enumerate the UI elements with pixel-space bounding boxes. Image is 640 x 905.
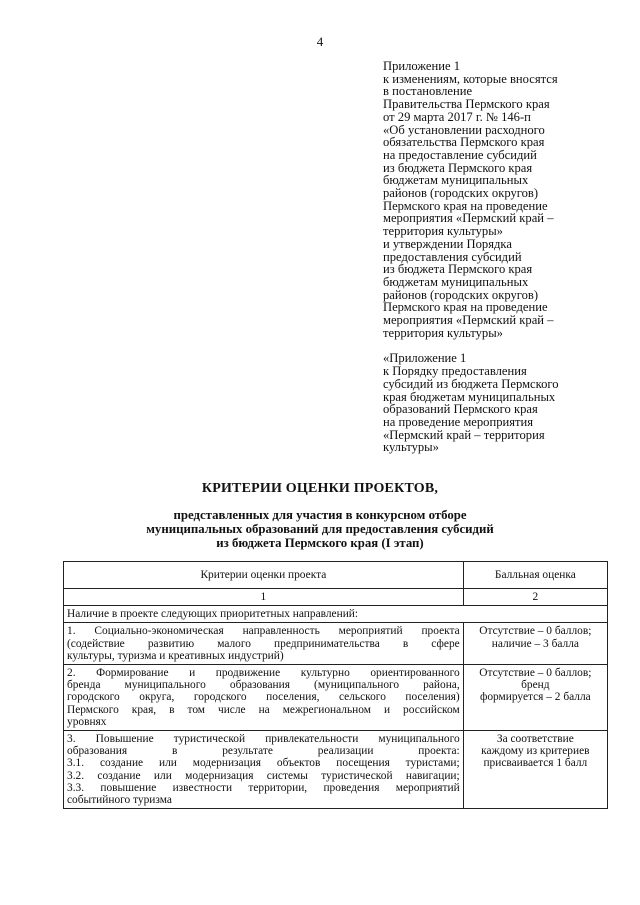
appendix-line: обязательства Пермского края	[383, 135, 545, 150]
header-criteria: Критерии оценки проекта	[64, 562, 464, 589]
appendix-line: края бюджетам муниципальных	[383, 389, 556, 404]
appendix-line: и утверждении Порядка	[383, 236, 512, 251]
appendix-line: бюджетам муниципальных	[383, 173, 529, 188]
appendix-line: территория культуры»	[383, 224, 503, 239]
appendix-line: из бюджета Пермского края	[383, 262, 533, 277]
appendix-line: образований Пермского края	[383, 402, 538, 417]
score-cell	[463, 623, 607, 665]
score-cell	[463, 731, 607, 809]
page-number: 4	[316, 34, 324, 49]
criterion-cell	[64, 665, 464, 731]
appendix-line: к Порядку предоставления	[383, 364, 527, 379]
score-cell	[463, 665, 607, 731]
appendix-line: Правительства Пермского края	[383, 97, 550, 112]
criterion-line: 3.1. создание или модернизация объектов посещения туристами;	[67, 757, 460, 770]
table-row	[64, 665, 608, 731]
appendix-line: мероприятия «Пермский край –	[383, 211, 554, 226]
criterion-line: бренда муниципального образования (муниципального района,	[67, 679, 460, 692]
document-title: КРИТЕРИИ ОЦЕНКИ ПРОЕКТОВ,	[201, 481, 439, 496]
appendix-line: из бюджета Пермского края	[383, 160, 533, 175]
score-line: наличие – 3 балла	[491, 637, 579, 650]
score-line: бренд	[521, 679, 550, 692]
subtitle-line: представленных для участия в конкурсном отборе	[173, 508, 467, 522]
appendix-line: бюджетам муниципальных	[383, 274, 529, 289]
appendix-line: в постановление	[383, 84, 473, 99]
appendix-line: культуры»	[383, 440, 439, 455]
appendix-header	[383, 60, 623, 454]
score-line: За соответствие	[496, 733, 574, 746]
column-number: 2	[463, 589, 607, 606]
criterion-line: 3.2. создание или модернизация системы туристической навигации;	[67, 769, 460, 782]
table-header-row	[64, 562, 608, 589]
column-number-row	[64, 589, 608, 606]
appendix-line: к изменениям, которые вносятся	[383, 71, 558, 86]
criterion-line: уровнях	[67, 715, 107, 728]
criterion-line: 3.3. повышение известности территории, проведения мероприятий	[67, 781, 460, 794]
table-row	[64, 623, 608, 665]
score-line: присваивается 1 балл	[483, 757, 588, 770]
appendix-line: районов (городских округов)	[383, 186, 539, 201]
appendix-line: Приложение 1	[383, 59, 461, 73]
appendix-line: «Приложение 1	[383, 351, 467, 366]
score-line: каждому из критериев	[481, 745, 590, 758]
column-number: 1	[64, 589, 464, 606]
criterion-line: 1. Социально-экономическая направленность мероприятий проекта	[67, 625, 460, 638]
appendix-line: субсидий из бюджета Пермского	[383, 376, 559, 391]
appendix-line: «Пермский край – территория	[383, 427, 545, 442]
appendix-line: Пермского края на проведение	[383, 300, 548, 315]
criterion-line: 2. Формирование и продвижение культурно ориентированного	[67, 667, 460, 680]
document-subtitle	[0, 508, 640, 550]
appendix-lines-second	[383, 352, 623, 454]
subtitle-line: муниципальных образований для предоставления субсидий	[146, 522, 494, 536]
appendix-line: на предоставление субсидий	[383, 147, 537, 162]
criterion-line: образования в результате реализации проекта:	[67, 745, 460, 758]
appendix-line: «Об установлении расходного	[383, 122, 545, 137]
appendix-line: Пермского края на проведение	[383, 198, 548, 213]
criterion-line: 3. Повышение туристической привлекательности муниципального	[67, 733, 460, 746]
appendix-line: на проведение мероприятия	[383, 414, 534, 429]
criterion-line: событийного туризма	[67, 794, 172, 807]
appendix-line: предоставления субсидий	[383, 249, 522, 264]
appendix-line: районов (городских округов)	[383, 287, 539, 302]
appendix-line: территория культуры»	[383, 325, 503, 340]
criterion-cell	[64, 623, 464, 665]
header-score: Балльная оценка	[463, 562, 607, 589]
subtitle-line: из бюджета Пермского края (I этап)	[216, 536, 424, 550]
appendix-lines	[383, 60, 623, 339]
score-line: Отсутствие – 0 баллов;	[479, 625, 592, 638]
criterion-line: (содействие развитию малого предпринимательства в сфере	[67, 637, 460, 650]
criterion-cell	[64, 731, 464, 809]
criterion-line: Пермского края, в том числе на межрегиональном и российском	[67, 703, 460, 716]
table-row	[64, 731, 608, 809]
score-line: формируется – 2 балла	[479, 691, 591, 704]
section-row	[64, 606, 608, 623]
score-line: Отсутствие – 0 баллов;	[479, 667, 592, 680]
criterion-line: культуры, туризма и креативных индустрий)	[67, 649, 284, 662]
section-label: Наличие в проекте следующих приоритетных направлений:	[64, 606, 608, 623]
criteria-table	[63, 561, 608, 809]
criterion-line: городского округа, городского поселения, сельского поселения)	[67, 691, 460, 704]
appendix-line: мероприятия «Пермский край –	[383, 313, 554, 328]
appendix-line: от 29 марта 2017 г. № 146-п	[383, 109, 531, 124]
